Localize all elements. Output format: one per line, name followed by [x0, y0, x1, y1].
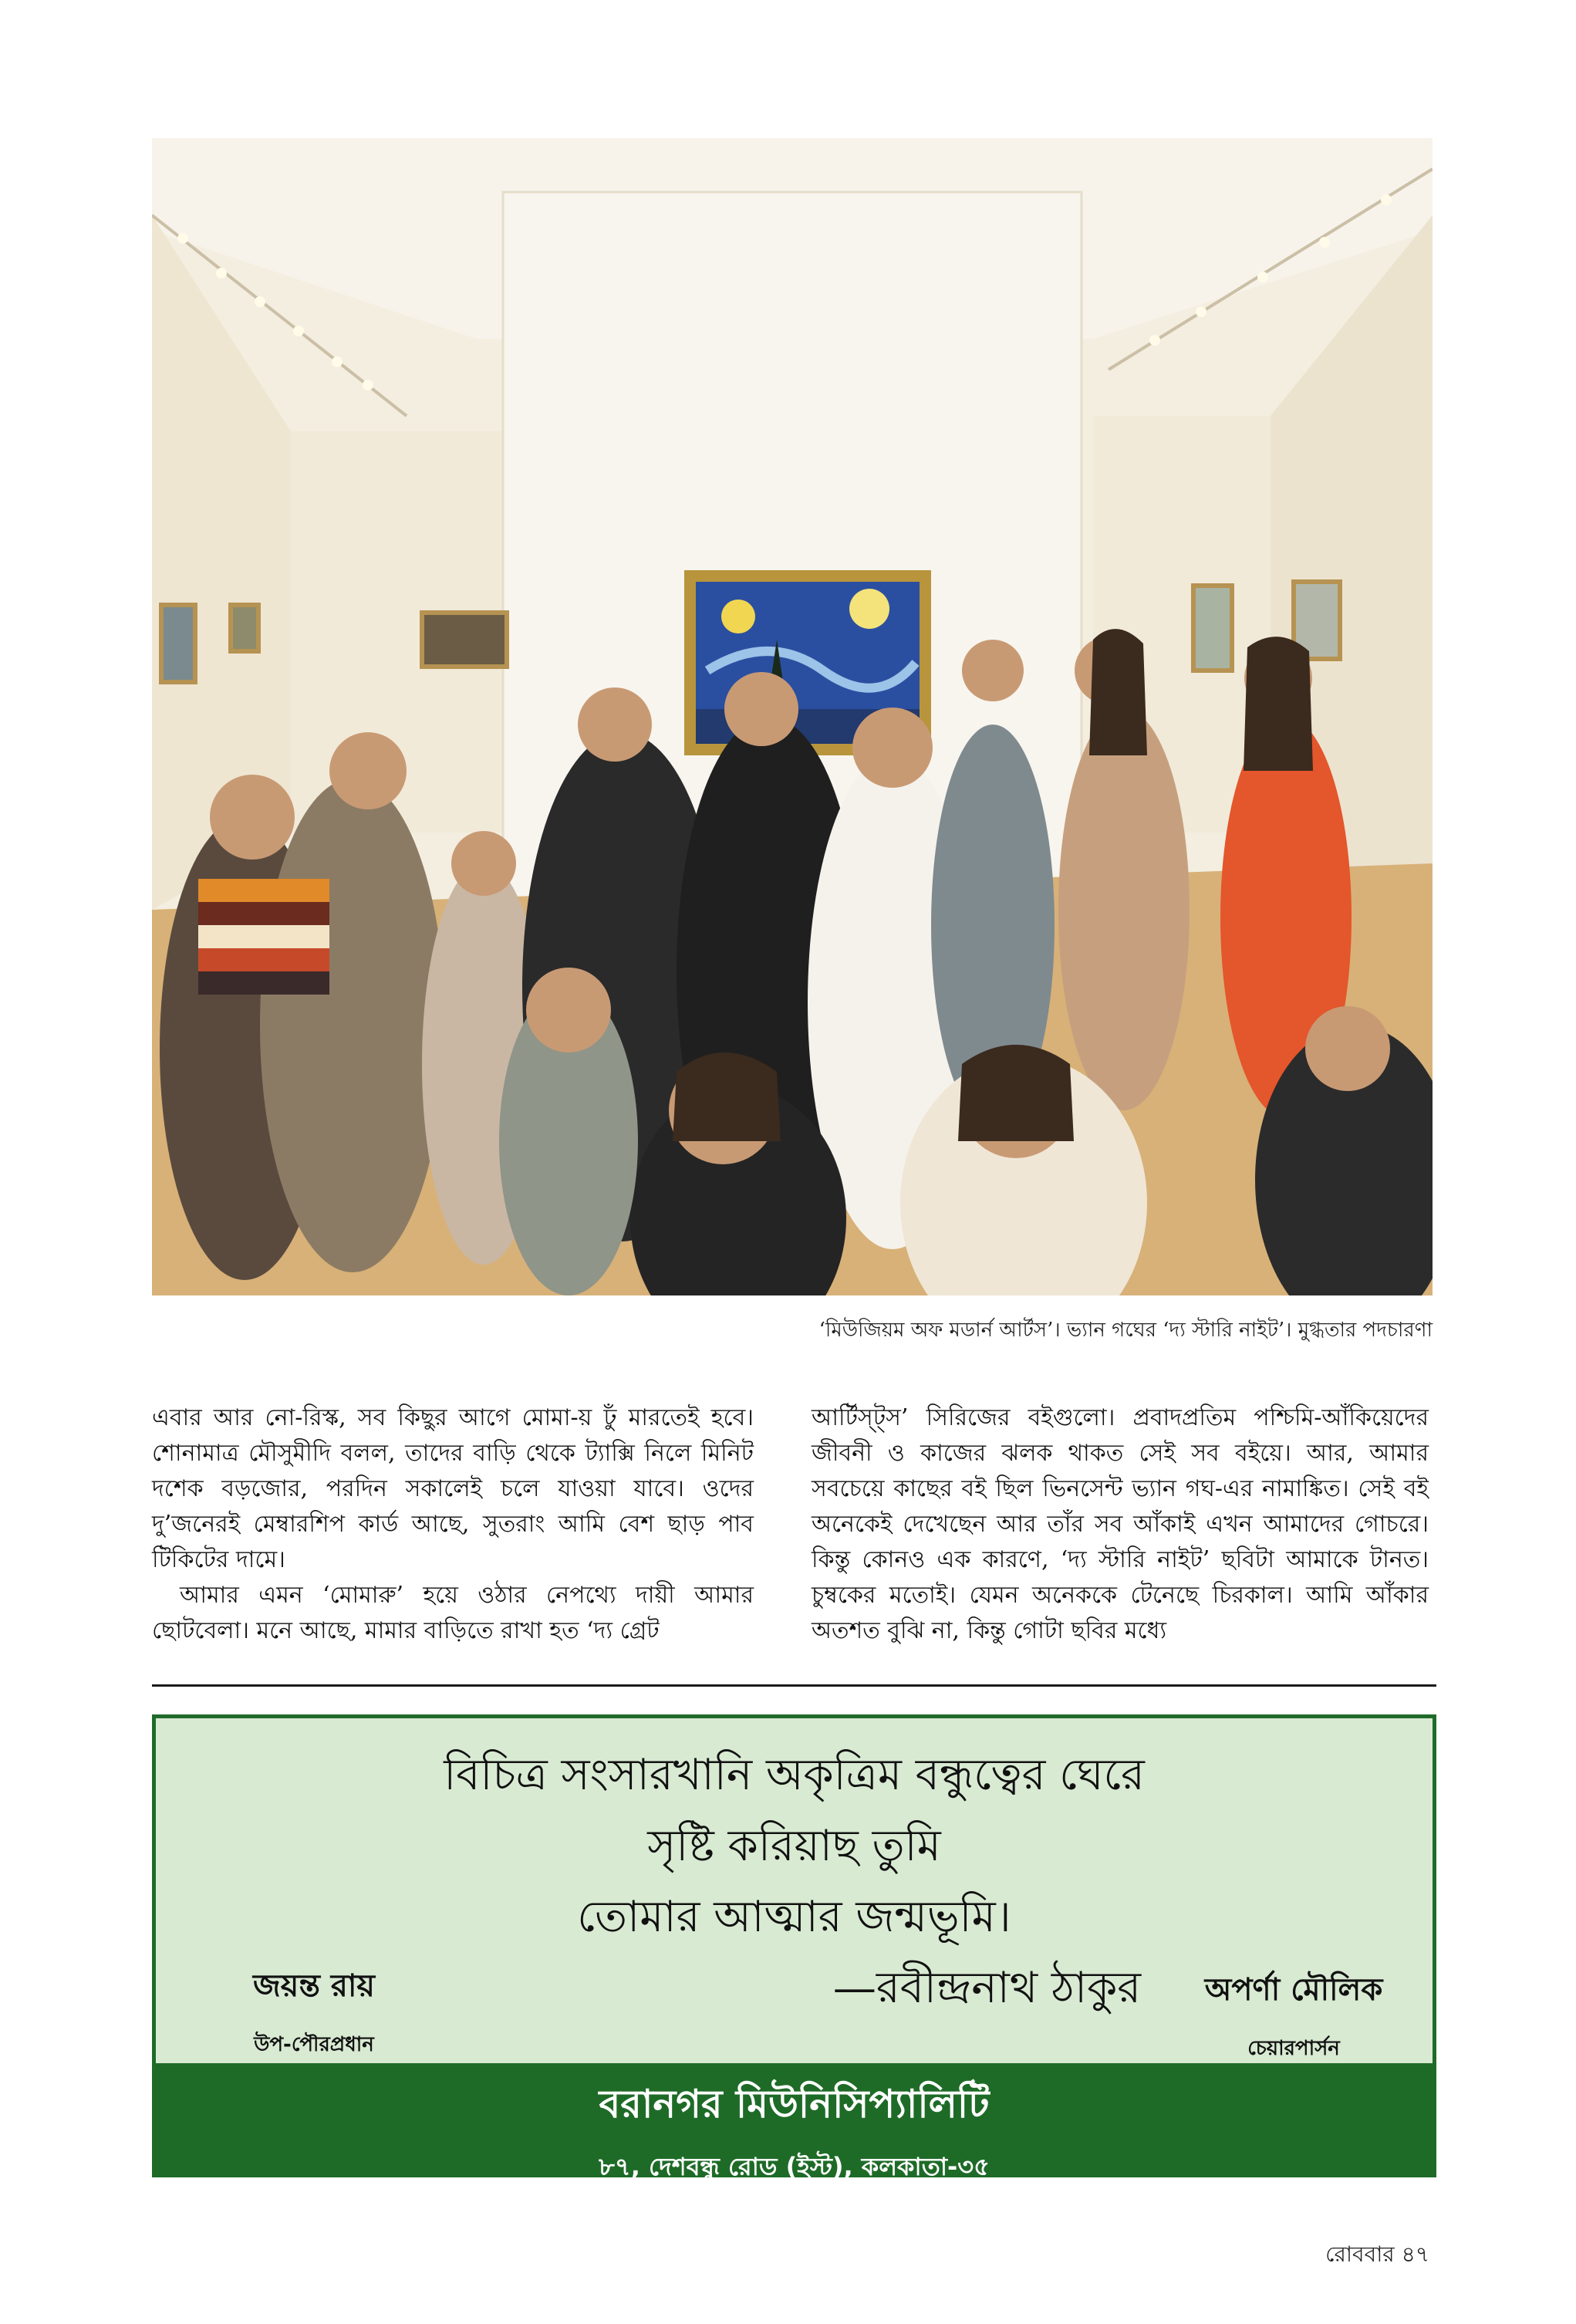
page-folio: রোববার ৪৭ — [1325, 2241, 1429, 2267]
signatory-name: জয়ন্ত রায় — [252, 1968, 375, 2004]
photo-caption: ‘মিউজিয়ম অফ মডার্ন আর্টস’। ভ্যান গঘের ‘দ্য স্টারি নাইট’। মুগ্ধতার পদচারণা — [818, 1319, 1433, 1342]
signatory-name: অপর্ণা মৌলিক — [1204, 1972, 1383, 2008]
left-signatory — [198, 1961, 430, 2062]
organization-name: বরানগর মিউনিসিপ্যালিটি — [599, 2082, 990, 2126]
signatory-title: চেয়ারপার্সন — [1247, 2037, 1340, 2060]
poem-author: —রবীন্দ্রনাথ ঠাকুর — [832, 1963, 1142, 2013]
poem-line: তোমার আত্মার জন্মভূমি। — [577, 1892, 1011, 1942]
poem-line: সৃষ্টি করিয়াছ তুমি — [647, 1821, 941, 1871]
section-divider — [152, 1684, 1436, 1687]
signatory-title: উপ-পৌরপ্রধান — [254, 2033, 374, 2056]
article-right-column — [812, 1400, 1429, 1649]
municipality-advertisement — [152, 1714, 1436, 2181]
poem-line: বিচিত্র সংসারখানি অকৃত্রিম বন্ধুত্বের ঘেরে — [444, 1750, 1145, 1800]
organization-address: ৮৭, দেশবন্ধু রোড (ইস্ট), কলকাতা-৩৫ — [599, 2152, 990, 2181]
museum-photo — [152, 138, 1433, 1295]
article-paragraph: আমার এমন ‘মোমারু’ হয়ে ওঠার নেপথ্যে দায়ী আমার ছোটবেলা। মনে আছে, মামার বাড়িতে রাখা হত ‘দ্য গ্রেট — [152, 1582, 754, 1644]
right-signatory — [1170, 1965, 1417, 2066]
article-paragraph: এবার আর নো-রিস্ক, সব কিছুর আগে মোমা-য় ঢুঁ মারতেই হবে। শোনামাত্র মৌসুমীদি বলল, তাদের বাড়ি থেকে ট্যাক্সি নিলে মিনিট দশেক বড়জোর, পরদিন সকালেই চলে যাওয়া যাবে। ওদের দু’জনেরই মেম্বারশিপ কার্ড আছে, সুতরাং আমি বেশ ছাড় পাব টিকিটের দামে। — [152, 1404, 754, 1573]
article-paragraph: আর্টিস্ট্স’ সিরিজের বইগুলো। প্রবাদপ্রতিম পশ্চিমি-আঁকিয়েদের জীবনী ও কাজের ঝলক থাকত সেই সব বইয়ে। আর, আমার সবচেয়ে কাছের বই ছিল ভিনসেন্ট ভ্যান গঘ-এর নামাঙ্কিত। সেই বই অনেকেই দেখেছেন আর তাঁর সব আঁকাই এখন আমাদের গোচরে। কিন্তু কোনও এক কারণে, ‘দ্য স্টারি নাইট’ ছবিটা আমাকে টানত। চুম্বকের মতোই। যেমন অনেককে টেনেছে চিরকাল। আমি আঁকার অতশত বুঝি না, কিন্তু গোটা ছবির মধ্যে — [812, 1404, 1429, 1644]
museum-scene-illustration — [152, 138, 1433, 1295]
article-left-column — [152, 1400, 754, 1649]
organization-band — [152, 2063, 1436, 2181]
